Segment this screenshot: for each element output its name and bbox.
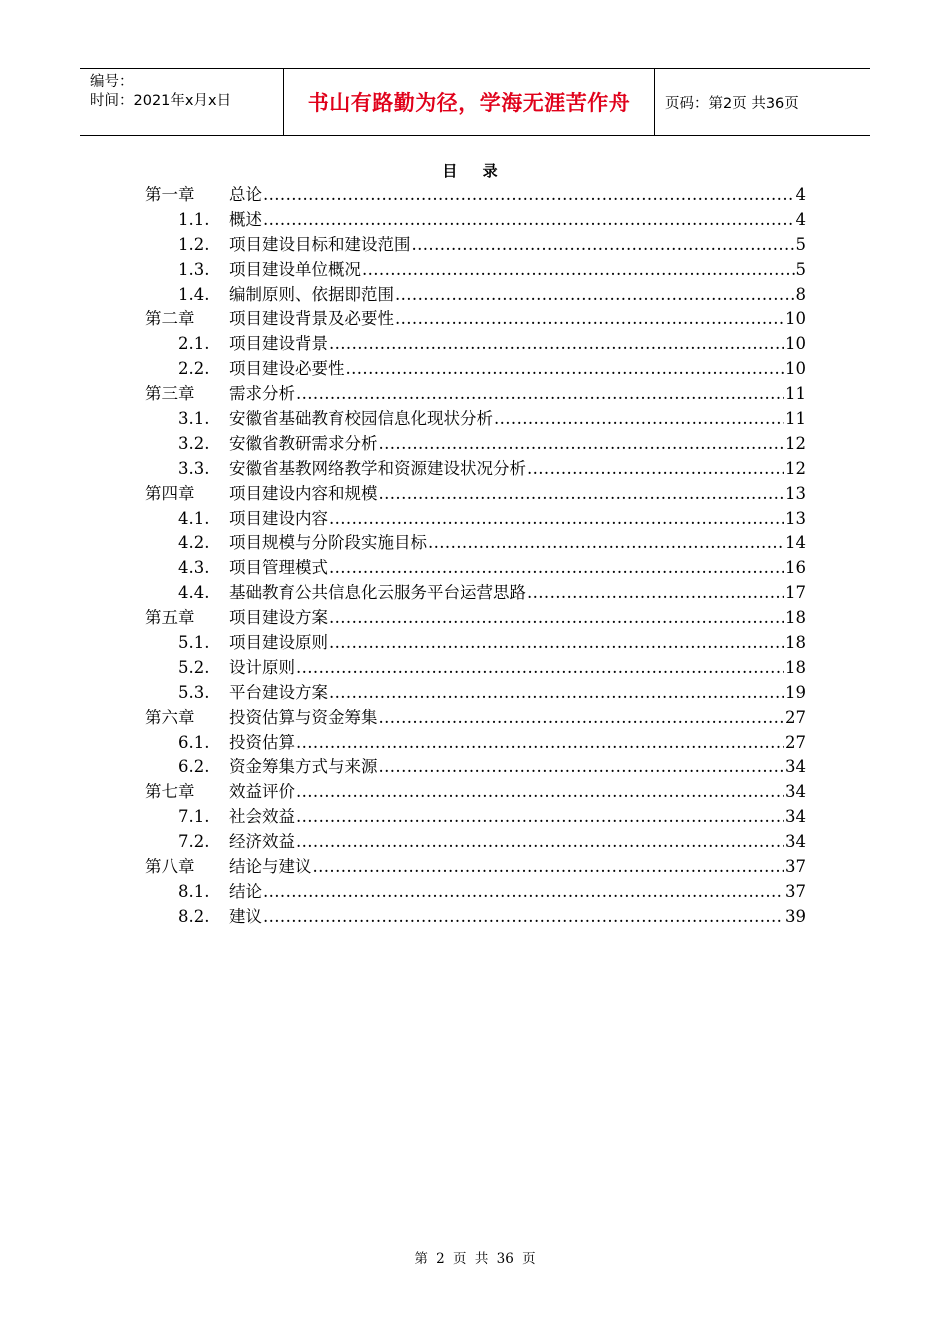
toc-entry-number: 5.1.	[178, 633, 210, 653]
toc-entry-page: 34	[785, 782, 806, 802]
toc-dot-leader	[395, 307, 784, 332]
toc-dot-leader	[296, 830, 784, 855]
toc-entry-title: 项目建设方案	[229, 608, 328, 628]
toc-entry-title: 平台建设方案	[229, 682, 328, 702]
toc-entry-page: 5	[795, 259, 806, 279]
toc-entry-number: 6.1.	[178, 732, 210, 752]
toc-entry-number: 5.3.	[178, 682, 210, 702]
toc-dot-leader	[395, 283, 795, 308]
table-of-contents	[0, 183, 950, 930]
toc-dot-leader	[329, 507, 784, 532]
toc-chapter-entry[interactable]	[0, 606, 950, 631]
toc-section-entry[interactable]	[0, 332, 950, 357]
toc-section-entry[interactable]	[0, 556, 950, 581]
toc-entry-number: 第三章	[145, 384, 195, 404]
toc-dot-leader	[527, 581, 784, 606]
toc-entry-number: 1.2.	[178, 234, 210, 254]
toc-entry-page: 34	[785, 807, 806, 827]
toc-entry-number: 7.2.	[178, 832, 210, 852]
toc-section-entry[interactable]	[0, 357, 950, 382]
toc-section-entry[interactable]	[0, 905, 950, 930]
toc-chapter-entry[interactable]	[0, 382, 950, 407]
toc-chapter-entry[interactable]	[0, 307, 950, 332]
toc-entry-page: 4	[795, 185, 806, 204]
toc-entry-number: 第一章	[145, 185, 195, 204]
toc-dot-leader	[296, 382, 784, 407]
toc-entry-page: 10	[785, 309, 806, 329]
toc-dot-leader	[263, 905, 784, 930]
toc-entry-line	[229, 656, 806, 681]
toc-entry-page: 19	[785, 682, 806, 702]
toc-entry-title: 资金筹集方式与来源	[229, 757, 378, 777]
toc-entry-number: 1.4.	[178, 284, 210, 304]
toc-entry-line	[229, 283, 806, 308]
toc-dot-leader	[379, 755, 785, 780]
header-meta	[80, 69, 283, 135]
toc-entry-title: 效益评价	[229, 782, 295, 802]
toc-entry-line	[229, 258, 806, 283]
toc-entry-line	[229, 905, 806, 930]
toc-entry-number: 3.2.	[178, 433, 210, 453]
toc-dot-leader	[263, 208, 795, 233]
toc-entry-title: 概述	[229, 209, 262, 229]
toc-entry-title: 项目建设背景及必要性	[229, 309, 394, 329]
toc-dot-leader	[313, 855, 785, 880]
toc-entry-title: 安徽省教研需求分析	[229, 433, 378, 453]
toc-dot-leader	[329, 681, 784, 706]
toc-section-entry[interactable]	[0, 432, 950, 457]
toc-section-entry[interactable]	[0, 531, 950, 556]
toc-entry-line	[229, 556, 806, 581]
toc-entry-title: 经济效益	[229, 832, 295, 852]
toc-entry-title: 结论	[229, 881, 262, 901]
toc-entry-title: 基础教育公共信息化云服务平台运营思路	[229, 583, 526, 603]
toc-section-entry[interactable]	[0, 755, 950, 780]
toc-entry-number: 7.1.	[178, 807, 210, 827]
toc-dot-leader	[329, 332, 784, 357]
toc-entry-title: 总论	[229, 185, 262, 204]
toc-dot-leader	[263, 880, 784, 905]
toc-entry-page: 8	[795, 284, 806, 304]
toc-entry-page: 11	[785, 409, 806, 429]
toc-entry-line	[229, 382, 806, 407]
toc-dot-leader	[263, 183, 795, 208]
page-footer: 第 2 页 共 36 页	[414, 1251, 536, 1267]
toc-entry-line	[229, 830, 806, 855]
page-header	[80, 68, 870, 136]
toc-entry-line	[229, 208, 806, 233]
toc-dot-leader	[362, 258, 795, 283]
toc-entry-page: 18	[785, 608, 806, 628]
toc-entry-line	[229, 432, 806, 457]
toc-entry-page: 10	[785, 334, 806, 354]
toc-entry-number: 第七章	[145, 782, 195, 802]
toc-entry-number: 2.1.	[178, 334, 210, 354]
toc-section-entry[interactable]	[0, 631, 950, 656]
toc-section-entry[interactable]	[0, 805, 950, 830]
toc-entry-page: 5	[795, 234, 806, 254]
toc-section-entry[interactable]	[0, 457, 950, 482]
toc-entry-number: 8.1.	[178, 881, 210, 901]
toc-entry-line	[229, 482, 806, 507]
toc-entry-line	[229, 855, 806, 880]
toc-dot-leader	[412, 233, 795, 258]
toc-entry-number: 1.3.	[178, 259, 210, 279]
toc-dot-leader	[296, 805, 784, 830]
toc-entry-line	[229, 755, 806, 780]
toc-entry-number: 第四章	[145, 483, 195, 503]
toc-entry-number: 3.3.	[178, 458, 210, 478]
toc-dot-leader	[379, 482, 785, 507]
toc-section-entry[interactable]	[0, 258, 950, 283]
toc-entry-number: 5.2.	[178, 657, 210, 677]
toc-chapter-entry[interactable]	[0, 482, 950, 507]
toc-entry-page: 13	[785, 483, 806, 503]
toc-entry-number: 6.2.	[178, 757, 210, 777]
toc-section-entry[interactable]	[0, 681, 950, 706]
toc-entry-number: 1.1.	[178, 209, 210, 229]
toc-entry-title: 项目建设背景	[229, 334, 328, 354]
toc-entry-title: 项目建设单位概况	[229, 259, 361, 279]
document-number-label: 编号：	[90, 74, 134, 90]
toc-entry-page: 12	[785, 433, 806, 453]
toc-entry-line	[229, 880, 806, 905]
toc-section-entry[interactable]	[0, 208, 950, 233]
header-motto: 书山有路勤为径，学海无涯苦作舟	[307, 91, 631, 115]
toc-entry-title: 编制原则、依据即范围	[229, 284, 394, 304]
toc-entry-page: 10	[785, 359, 806, 379]
toc-dot-leader	[527, 457, 784, 482]
toc-entry-page: 34	[785, 832, 806, 852]
toc-chapter-entry[interactable]	[0, 855, 950, 880]
toc-section-entry[interactable]	[0, 283, 950, 308]
toc-entry-line	[229, 507, 806, 532]
toc-section-entry[interactable]	[0, 656, 950, 681]
toc-entry-page: 27	[785, 732, 806, 752]
toc-entry-line	[229, 581, 806, 606]
toc-entry-title: 项目建设原则	[229, 633, 328, 653]
toc-entry-number: 8.2.	[178, 906, 210, 926]
toc-entry-title: 结论与建议	[229, 857, 312, 877]
toc-entry-title: 安徽省基础教育校园信息化现状分析	[229, 409, 493, 429]
toc-dot-leader	[379, 706, 785, 731]
toc-dot-leader	[428, 531, 784, 556]
toc-entry-title: 社会效益	[229, 807, 295, 827]
toc-entry-line	[229, 407, 806, 432]
header-page-info-cell	[655, 69, 870, 135]
toc-entry-line	[229, 233, 806, 258]
toc-entry-line	[229, 681, 806, 706]
toc-entry-title: 项目建设目标和建设范围	[229, 234, 411, 254]
toc-section-entry[interactable]	[0, 731, 950, 756]
toc-entry-page: 37	[785, 857, 806, 877]
toc-dot-leader	[494, 407, 784, 432]
toc-dot-leader	[296, 656, 784, 681]
toc-entry-page: 18	[785, 633, 806, 653]
toc-entry-page: 11	[785, 384, 806, 404]
toc-entry-line	[229, 307, 806, 332]
toc-dot-leader	[296, 780, 784, 805]
toc-entry-number: 第二章	[145, 309, 195, 329]
toc-entry-page: 18	[785, 657, 806, 677]
toc-entry-title: 需求分析	[229, 384, 295, 404]
toc-chapter-entry[interactable]	[0, 780, 950, 805]
header-motto-cell	[283, 69, 655, 135]
toc-entry-line	[229, 631, 806, 656]
toc-entry-line	[229, 731, 806, 756]
toc-entry-page: 39	[785, 906, 806, 926]
toc-section-entry[interactable]	[0, 880, 950, 905]
toc-entry-line	[229, 332, 806, 357]
header-page-info: 页码：第2页 共36页	[665, 95, 799, 112]
toc-entry-page: 12	[785, 458, 806, 478]
toc-entry-page: 34	[785, 757, 806, 777]
toc-entry-page: 37	[785, 881, 806, 901]
toc-entry-page: 27	[785, 707, 806, 727]
toc-entry-line	[229, 706, 806, 731]
toc-chapter-entry[interactable]	[0, 706, 950, 731]
toc-entry-number: 4.2.	[178, 533, 210, 553]
toc-entry-page: 17	[785, 583, 806, 603]
toc-entry-page: 16	[785, 558, 806, 578]
toc-section-entry[interactable]	[0, 407, 950, 432]
toc-entry-title: 安徽省基教网络教学和资源建设状况分析	[229, 458, 526, 478]
toc-entry-title: 投资估算	[229, 732, 295, 752]
toc-section-entry[interactable]	[0, 830, 950, 855]
toc-chapter-entry[interactable]	[0, 183, 950, 208]
toc-entry-title: 建议	[229, 906, 262, 926]
toc-entry-line	[229, 805, 806, 830]
document-time-label: 时间：2021年x月x日	[90, 93, 232, 109]
toc-entry-title: 设计原则	[229, 657, 295, 677]
toc-dot-leader	[379, 432, 785, 457]
toc-entry-number: 第八章	[145, 857, 195, 877]
toc-entry-title: 项目规模与分阶段实施目标	[229, 533, 427, 553]
toc-entry-line	[229, 183, 806, 208]
toc-entry-title: 项目建设必要性	[229, 359, 345, 379]
toc-entry-title: 项目建设内容	[229, 508, 328, 528]
toc-section-entry[interactable]	[0, 233, 950, 258]
toc-entry-number: 3.1.	[178, 409, 210, 429]
toc-dot-leader	[329, 631, 784, 656]
toc-dot-leader	[346, 357, 785, 382]
toc-entry-number: 第六章	[145, 707, 195, 727]
toc-entry-line	[229, 357, 806, 382]
toc-dot-leader	[329, 556, 784, 581]
toc-entry-page: 14	[785, 533, 806, 553]
toc-entry-page: 4	[795, 209, 806, 229]
toc-entry-line	[229, 531, 806, 556]
toc-entry-number: 第五章	[145, 608, 195, 628]
toc-section-entry[interactable]	[0, 581, 950, 606]
toc-entry-number: 4.3.	[178, 558, 210, 578]
toc-entry-title: 投资估算与资金筹集	[229, 707, 378, 727]
toc-entry-page: 13	[785, 508, 806, 528]
toc-dot-leader	[329, 606, 784, 631]
toc-entry-line	[229, 606, 806, 631]
toc-entry-line	[229, 457, 806, 482]
toc-entry-title: 项目管理模式	[229, 558, 328, 578]
toc-entry-line	[229, 780, 806, 805]
toc-entry-title: 项目建设内容和规模	[229, 483, 378, 503]
toc-entry-number: 2.2.	[178, 359, 210, 379]
toc-title: 目 录	[442, 162, 508, 180]
toc-section-entry[interactable]	[0, 507, 950, 532]
toc-entry-number: 4.4.	[178, 583, 210, 603]
toc-entry-number: 4.1.	[178, 508, 210, 528]
toc-dot-leader	[296, 731, 784, 756]
